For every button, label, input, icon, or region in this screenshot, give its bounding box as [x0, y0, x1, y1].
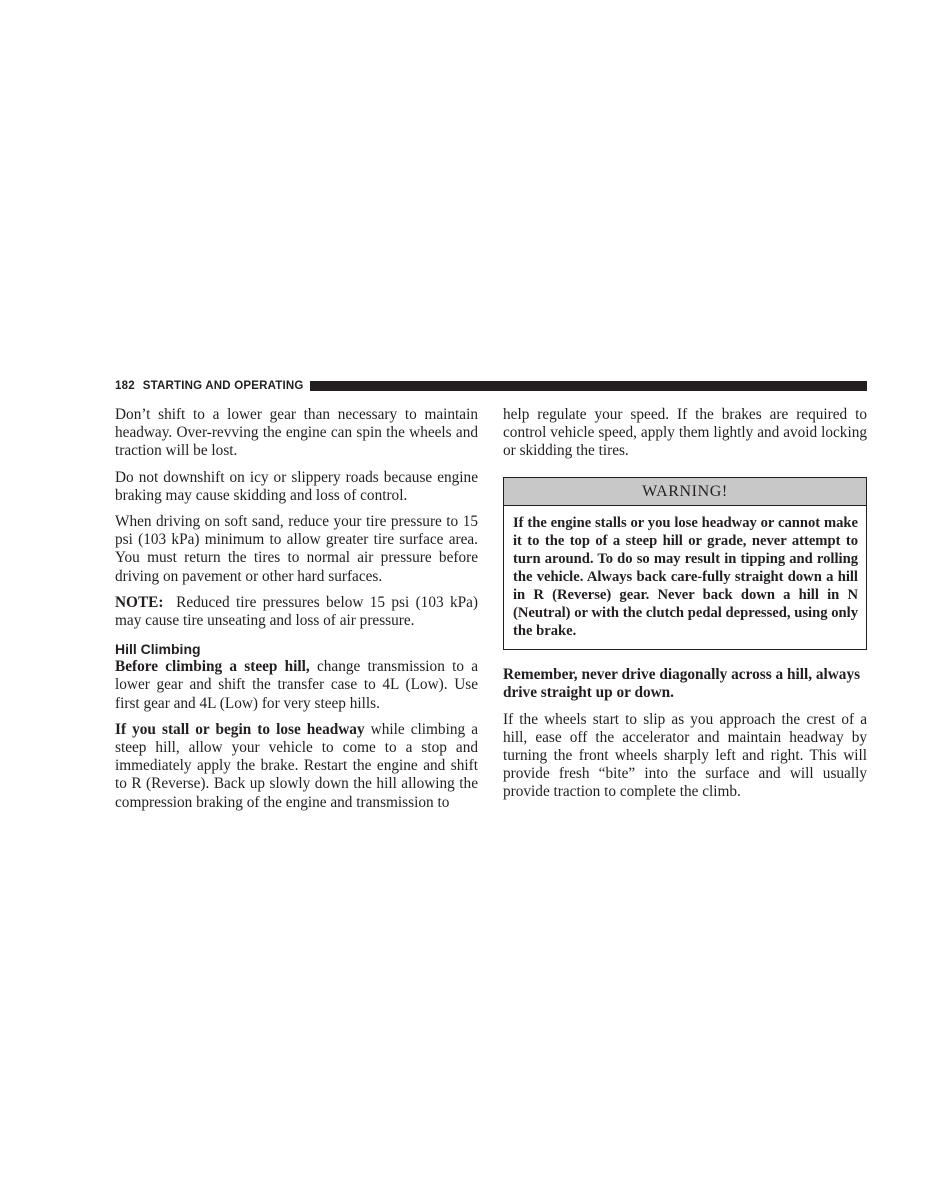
paragraph-wheels-slip: If the wheels start to slip as you approach the crest of a hill, ease off the accelerator and maintain headway by turning the front wheels sharply left and right. This will provide fresh “bite” into the surface and will usually provide traction to complete the climb.: [503, 710, 867, 801]
stall-text: while climbing a steep hill, allow your vehicle to come to a stop and immediately apply the brake. Restart the engine and shift to R (Reverse). Back up slowly down the hill allowing the compression braking of the engine and transmission to: [115, 720, 478, 811]
paragraph-stall: [115, 721, 478, 812]
warning-box: [503, 477, 867, 651]
stall-lead: If you stall or begin to lose headway: [115, 720, 365, 738]
hill-climbing-heading: Hill Climbing: [115, 641, 201, 658]
note-paragraph: [115, 594, 478, 630]
before-climbing-text: change transmission to a lower gear and shift the transfer case to 4L (Low). Use first gear and 4L (Low) for very steep hills.: [115, 658, 478, 712]
paragraph-before-climbing: [115, 658, 478, 713]
paragraph-soft-sand: When driving on soft sand, reduce your tire pressure to 15 psi (103 kPa) minimum to allow greater tire surface area. You must return the tires to normal air pressure before driving on pavement or other hard surfaces.: [115, 513, 478, 585]
left-column: [115, 406, 478, 820]
right-column: [503, 406, 867, 810]
page-header: [115, 379, 867, 393]
note-label: NOTE:: [115, 593, 164, 611]
note-text: Reduced tire pressures below 15 psi (103 kPa) may cause tire unseating and loss of air pressure.: [115, 593, 479, 630]
header-rule: [310, 381, 867, 391]
section-title: STARTING AND OPERATING: [142, 380, 304, 392]
paragraph-regulate-speed: help regulate your speed. If the brakes are required to control vehicle speed, apply them lightly and avoid locking or skidding the tires.: [503, 406, 867, 460]
warning-text: If the engine stalls or you lose headway or cannot make it to the top of a steep hill or grade, never attempt to turn around. To do so may result in tipping and rolling the vehicle. Always back care-fully straight down a hill in R (Reverse) gear. Never back down a hill in N (Neutral) or with the clutch pedal depressed, using only the brake.: [513, 514, 858, 640]
paragraph-downshift-headway: Don’t shift to a lower gear than necessary to maintain headway. Over-revving the engine can spin the wheels and traction will be lost.: [115, 406, 478, 460]
warning-title: WARNING!: [504, 478, 866, 506]
before-climbing-lead: Before climbing a steep hill,: [115, 658, 310, 676]
paragraph-icy-roads: Do not downshift on icy or slippery roads because engine braking may cause skidding and loss of control.: [115, 468, 478, 504]
paragraph-diagonal-warning: Remember, never drive diagonally across a hill, always drive straight up or down.: [503, 666, 861, 702]
page-number: 182: [115, 380, 135, 392]
header-text: [115, 380, 304, 392]
